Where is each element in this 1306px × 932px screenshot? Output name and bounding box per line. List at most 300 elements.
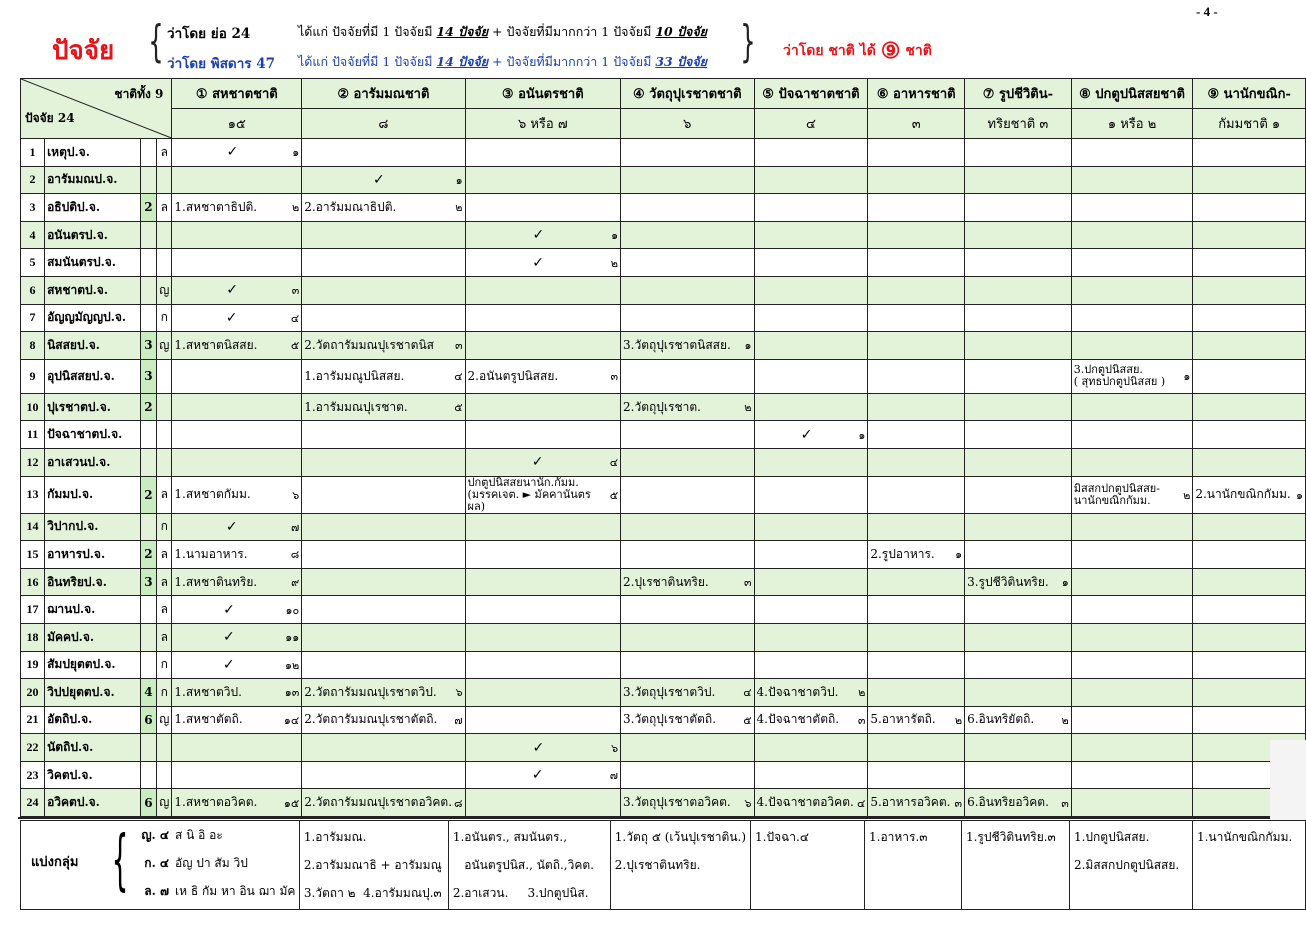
group-key: ก. ๔	[144, 856, 169, 870]
group-col-5	[865, 821, 962, 910]
cell-text-line1: 5.อาหารัตถิ.	[870, 712, 936, 727]
group-line: 1.นานักขณิกกัมม.	[1196, 830, 1293, 844]
group-tag: ญ	[157, 789, 172, 817]
group-tag	[157, 734, 172, 762]
column-header-8: ⑧ ปกตูปนิสสยชาติ	[1071, 79, 1193, 109]
jati-cell-7	[965, 568, 1072, 596]
jati-cell-9	[1193, 623, 1306, 651]
group-line: 1.รูปชีวิตินทริย.๓	[965, 830, 1056, 844]
jati-cell-4	[621, 221, 754, 249]
jati-cell-4	[621, 513, 754, 541]
header-row-names	[21, 79, 1306, 109]
jati-cell-5	[754, 623, 868, 651]
jati-cell-6	[868, 513, 965, 541]
group-line: 1.อาหาร.๓	[869, 830, 928, 844]
table-row	[21, 194, 1306, 222]
jati-cell-4	[621, 476, 754, 513]
jati-cell-3	[465, 304, 621, 332]
column-count-6: ๓	[868, 109, 965, 139]
group-line	[966, 851, 1065, 879]
cell-text	[468, 477, 608, 513]
group-members: อัญ ปา สัม วิป	[175, 856, 248, 870]
jati-cell-7	[965, 513, 1072, 541]
jati-cell-2	[302, 541, 465, 569]
jati-cell-9	[1193, 304, 1306, 332]
right-brace-icon: }	[740, 16, 756, 67]
paccaya-count	[140, 651, 157, 679]
paccaya-name: อินทริยป.จ.	[45, 568, 141, 596]
page-edge-shade	[1270, 740, 1306, 820]
jati-cell-5	[754, 679, 868, 707]
group-col-8	[1192, 821, 1305, 910]
cell-text	[174, 573, 257, 592]
cell-text-line1: 1.สหชาตัตถิ.	[174, 712, 243, 727]
cell-text	[623, 336, 731, 355]
jati-cell-2	[302, 734, 465, 762]
jati-cell-7	[965, 194, 1072, 222]
jati-cell-3	[465, 706, 621, 734]
jati-cell-3	[465, 541, 621, 569]
cell-text	[757, 793, 854, 812]
jati-cell-1	[172, 568, 302, 596]
group-line	[966, 879, 1065, 907]
jati-cell-3	[465, 194, 621, 222]
jati-cell-7	[965, 221, 1072, 249]
cell-text-line1: 6.อินทริยัตถิ.	[967, 712, 1035, 727]
jati-cell-9	[1193, 706, 1306, 734]
check-icon: ✓	[222, 656, 235, 673]
row-number: 8	[21, 332, 45, 360]
cell-text-line1: 2.รูปอาหาร.	[870, 546, 935, 561]
column-header-1: ① สหชาตชาติ	[172, 79, 302, 109]
paccaya-count	[140, 304, 157, 332]
jati-cell-3	[465, 476, 621, 513]
jati-cell-9	[1193, 448, 1306, 476]
page-number: - 4 -	[1196, 4, 1218, 19]
jati-cell-7	[965, 679, 1072, 707]
cell-text-line1: ปกตูปนิสสยนานัก.กัมม.	[467, 476, 579, 489]
jati-cell-2	[302, 476, 465, 513]
paccaya-name: ปุเรชาตป.จ.	[45, 393, 141, 421]
column-header-2: ② อารัมมณชาติ	[302, 79, 465, 109]
jati-cell-1	[172, 332, 302, 360]
jati-cell-5	[754, 304, 868, 332]
jati-cell-1	[172, 761, 302, 789]
jati-cell-5	[754, 166, 868, 194]
cell-text-line1: 1.สหชาตกัมม.	[174, 487, 251, 502]
cell-text	[304, 198, 396, 217]
table-row	[21, 276, 1306, 304]
table-row	[21, 249, 1306, 277]
jati-cell-1	[172, 541, 302, 569]
jati-cell-4	[621, 276, 754, 304]
group-tag	[157, 249, 172, 277]
check-icon: ✓	[223, 601, 235, 618]
row-number: 24	[21, 789, 45, 817]
jati-cell-3	[465, 679, 621, 707]
jati-cell-3	[465, 596, 621, 624]
cell-text	[468, 367, 559, 386]
cell-number: ๑	[1183, 370, 1191, 384]
cell-text-line1: 5.อาหารอวิคต.	[870, 795, 951, 810]
cell-text	[1074, 364, 1165, 388]
group-line	[615, 879, 746, 907]
cell-text-line1: 2.อารัมมณาธิปติ.	[304, 199, 397, 214]
paccaya-name: มัคคป.จ.	[45, 623, 141, 651]
jati-cell-1	[172, 706, 302, 734]
paccaya-count: 6	[140, 706, 157, 734]
cell-number: ๘	[454, 796, 463, 810]
table-row	[21, 789, 1306, 817]
jati-cell-4	[621, 332, 754, 360]
paccaya-name: สัมปยุตตป.จ.	[45, 651, 141, 679]
group-tag: ล	[157, 194, 172, 222]
cell-number: ๒	[744, 401, 752, 415]
row-number: 7	[21, 304, 45, 332]
jati-cell-8	[1071, 706, 1193, 734]
jati-cell-6	[868, 706, 965, 734]
jati-cell-2	[302, 393, 465, 421]
row-number: 9	[21, 359, 45, 393]
cell-text-line1: 3.ปกตูปนิสสย.	[1073, 363, 1143, 377]
jati-cell-5	[754, 139, 868, 167]
jati-cell-4	[621, 789, 754, 817]
jati-cell-8	[1071, 679, 1193, 707]
jati-cell-9	[1193, 393, 1306, 421]
row-number: 3	[21, 194, 45, 222]
jati-cell-9	[1193, 332, 1306, 360]
jati-cell-1	[172, 304, 302, 332]
left-brace-icon: {	[148, 16, 164, 67]
paccaya-count	[140, 221, 157, 249]
cell-text-line1: 3.วัตถุปุเรชาตวิป.	[623, 684, 716, 699]
jati-cell-6	[868, 448, 965, 476]
cell-number: ๑	[744, 339, 752, 353]
jati-cell-2	[302, 568, 465, 596]
cell-text	[304, 793, 452, 812]
paccaya-name: อธิปติป.จ.	[45, 194, 141, 222]
column-count-5: ๔	[754, 109, 868, 139]
corner-cell	[21, 79, 172, 139]
cell-text	[1195, 485, 1290, 504]
column-header-5: ⑤ ปัจฉาชาตชาติ	[754, 79, 868, 109]
cell-text	[174, 683, 242, 702]
group-item	[133, 849, 295, 877]
jati-cell-4	[621, 166, 754, 194]
jati-cell-8	[1071, 194, 1193, 222]
jati-cell-5	[754, 421, 868, 449]
group-col-7	[1069, 821, 1192, 910]
paccaya-name: ปัจฉาชาตป.จ.	[45, 421, 141, 449]
jati-cell-8	[1071, 421, 1193, 449]
jati-cell-5	[754, 651, 868, 679]
jati-cell-4	[621, 761, 754, 789]
cell-text-line1: 4.ปัจฉาชาตวิป.	[756, 684, 839, 699]
jati-cell-6	[868, 221, 965, 249]
group-line	[755, 851, 860, 879]
paccaya-count: 2	[140, 393, 157, 421]
row-number: 20	[21, 679, 45, 707]
cell-number: ๑๐	[285, 603, 300, 617]
jati-cell-3	[465, 734, 621, 762]
paccaya-name: อาเสวนป.จ.	[45, 448, 141, 476]
cell-text	[304, 367, 404, 386]
table-row	[21, 679, 1306, 707]
jati-cell-9	[1193, 249, 1306, 277]
jati-cell-9	[1193, 568, 1306, 596]
paccaya-name: วิคตป.จ.	[45, 761, 141, 789]
jati-cell-5	[754, 276, 868, 304]
check-icon: ✓	[800, 426, 813, 443]
paccaya-name: อวิคตป.จ.	[45, 789, 141, 817]
check-icon: ✓	[532, 739, 545, 756]
cell-text-line1: 4.ปัจฉาชาตอวิคต.	[756, 795, 854, 810]
groups-table	[20, 820, 1306, 910]
paccaya-count	[140, 513, 157, 541]
group-line	[755, 879, 860, 907]
paccaya-name: อารัมมณป.จ.	[45, 166, 141, 194]
jati-cell-1	[172, 166, 302, 194]
jati-cell-3	[465, 623, 621, 651]
cell-text-line1: 1.นามอาหาร.	[174, 546, 248, 561]
jati-cell-2	[302, 139, 465, 167]
row-number: 12	[21, 448, 45, 476]
corner-bottom-label: ปัจจัย 24	[25, 111, 75, 125]
jati-cell-7	[965, 276, 1072, 304]
cell-number: ๑๕	[283, 796, 300, 810]
group-line	[1074, 879, 1188, 907]
cell-text-line2: (มรรคเจต. ► มัคคานันตรผล)	[467, 487, 591, 513]
jati-cell-2	[302, 448, 465, 476]
jati-cell-4	[621, 596, 754, 624]
jati-cell-5	[754, 393, 868, 421]
jati-cell-6	[868, 421, 965, 449]
jati-cell-6	[868, 651, 965, 679]
column-header-4: ④ วัตถุปุเรชาตชาติ	[621, 79, 754, 109]
groups-label: แบ่งกลุ่ม	[31, 855, 79, 870]
cell-number: ๑	[292, 146, 300, 160]
jati-cell-2	[302, 359, 465, 393]
table-row	[21, 166, 1306, 194]
column-header-9: ⑨ นานักขณิก-	[1193, 79, 1306, 109]
cell-text-line1: 3.วัตถุปุเรชาตัตถิ.	[623, 712, 717, 727]
row-number: 4	[21, 221, 45, 249]
group-tag	[157, 393, 172, 421]
paccaya-name: สหชาตป.จ.	[45, 276, 141, 304]
paccaya-count	[140, 761, 157, 789]
jati-cell-6	[868, 332, 965, 360]
jati-cell-2	[302, 789, 465, 817]
summary-short-desc: ได้แก่ ปัจจัยที่มี 1 ปัจจัยมี 14 ปัจจัย + ปัจจัยที่มีมากกว่า 1 ปัจจัยมี 10 ปัจจัย	[298, 24, 707, 39]
jati-cell-7	[965, 541, 1072, 569]
cell-text	[304, 398, 407, 417]
jati-cell-7	[965, 651, 1072, 679]
group-tag: ก	[157, 304, 172, 332]
jati-cell-5	[754, 789, 868, 817]
column-header-3: ③ อนันตรชาติ	[465, 79, 621, 109]
jati-cell-4	[621, 448, 754, 476]
jati-cell-1	[172, 249, 302, 277]
cell-text	[870, 710, 935, 729]
jati-cell-9	[1193, 679, 1306, 707]
jati-cell-8	[1071, 139, 1193, 167]
check-icon: ✓	[226, 282, 238, 299]
cell-text	[174, 336, 257, 355]
cell-number: ๗	[454, 713, 463, 727]
jati-cell-3	[465, 332, 621, 360]
cell-text	[623, 710, 716, 729]
group-tag: ล	[157, 476, 172, 513]
jati-cell-8	[1071, 734, 1193, 762]
jati-cell-3	[465, 568, 621, 596]
paccaya-count	[140, 139, 157, 167]
jati-cell-3	[465, 513, 621, 541]
jati-cell-2	[302, 332, 465, 360]
table-row	[21, 332, 1306, 360]
group-members: ส นิ อิ อะ	[175, 828, 223, 842]
cell-text	[174, 485, 250, 504]
cell-number: ๑	[1061, 576, 1069, 590]
jati-cell-7	[965, 393, 1072, 421]
cell-text-line1: 2.อนันตรูปนิสสย.	[467, 368, 559, 383]
jati-cell-7	[965, 623, 1072, 651]
cell-number: ๑	[611, 229, 619, 243]
jati-cell-8	[1071, 221, 1193, 249]
jati-cell-7	[965, 249, 1072, 277]
group-tag	[157, 421, 172, 449]
row-number: 13	[21, 476, 45, 513]
group-item	[133, 821, 295, 849]
jati-cell-3	[465, 761, 621, 789]
jati-cell-3	[465, 276, 621, 304]
jati-cell-2	[302, 304, 465, 332]
cell-number: ๒	[1183, 488, 1191, 502]
group-line: 1.วัตถุ ๕ (เว้นปุเรชาติน.)	[614, 830, 747, 844]
jati-cell-8	[1071, 513, 1193, 541]
cell-text	[870, 793, 950, 812]
jati-cell-3	[465, 221, 621, 249]
jati-cell-1	[172, 194, 302, 222]
table-row	[21, 596, 1306, 624]
cell-number: ๒	[858, 686, 866, 700]
cell-number: ๑๑	[285, 631, 300, 645]
paccaya-count	[140, 276, 157, 304]
paccaya-jati-table	[20, 78, 1306, 817]
row-number: 5	[21, 249, 45, 277]
check-icon: ✓	[225, 309, 238, 326]
cell-text-line2: ( สุทธปกตูปนิสสย )	[1073, 375, 1166, 389]
jati-cell-5	[754, 332, 868, 360]
cell-number: ๙	[291, 576, 300, 590]
group-line	[1197, 879, 1301, 907]
jati-cell-2	[302, 651, 465, 679]
jati-cell-8	[1071, 276, 1193, 304]
jati-cell-1	[172, 421, 302, 449]
check-icon: ✓	[222, 629, 235, 646]
jati-cell-3	[465, 393, 621, 421]
cell-text	[757, 710, 840, 729]
cell-text	[304, 710, 437, 729]
jati-cell-1	[172, 276, 302, 304]
row-number: 14	[21, 513, 45, 541]
jati-cell-5	[754, 448, 868, 476]
cell-text-line1: 3.รูปชีวิตินทริย.	[967, 574, 1049, 589]
jati-cell-9	[1193, 194, 1306, 222]
jati-cell-4	[621, 623, 754, 651]
group-col-6	[961, 821, 1069, 910]
row-number: 6	[21, 276, 45, 304]
jati-cell-7	[965, 332, 1072, 360]
paccaya-count	[140, 734, 157, 762]
group-line	[869, 851, 957, 879]
cell-number: ๖	[744, 796, 752, 810]
jati-cell-6	[868, 541, 965, 569]
cell-number: ๔	[609, 456, 619, 470]
jati-cell-8	[1071, 359, 1193, 393]
cell-number: ๖	[292, 488, 300, 502]
jati-cell-5	[754, 249, 868, 277]
jati-cell-6	[868, 249, 965, 277]
group-tag: ญ	[157, 332, 172, 360]
jati-cell-5	[754, 541, 868, 569]
group-line: 1.อารัมมณ.	[303, 830, 367, 844]
paccaya-name: นิสสยป.จ.	[45, 332, 141, 360]
header-row-counts	[21, 109, 1306, 139]
page-title: ปัจจัย	[52, 36, 115, 66]
paccaya-name: อุปนิสสยป.จ.	[45, 359, 141, 393]
jati-cell-8	[1071, 541, 1193, 569]
paccaya-name: กัมมป.จ.	[45, 476, 141, 513]
group-tag: ล	[157, 568, 172, 596]
table-row	[21, 421, 1306, 449]
paccaya-count	[140, 249, 157, 277]
jati-cell-2	[302, 596, 465, 624]
group-line: 2.อาเสวน. 3.ปกตูปนิส.	[452, 886, 589, 900]
group-brace-icon: {	[111, 821, 129, 898]
jati-cell-6	[868, 734, 965, 762]
cell-number: ๕	[454, 401, 463, 415]
cell-text-line1: 2.นานักขณิกกัมม.	[1195, 487, 1291, 502]
cell-text-line1: 2.วัตถารัมมณปุเรชาตัตถิ.	[304, 712, 438, 727]
check-icon: ✓	[225, 518, 238, 535]
cell-text	[174, 545, 247, 564]
cell-text-line1: 1.อารัมมณูปนิสสย.	[304, 368, 405, 383]
jati-cell-1	[172, 513, 302, 541]
cell-text-line1: 1.สหชาตาธิปติ.	[174, 199, 258, 214]
jati-cell-1	[172, 221, 302, 249]
jati-cell-8	[1071, 476, 1193, 513]
group-key: ญ. ๔	[141, 828, 169, 842]
cell-number: ๖	[611, 741, 619, 755]
jati-cell-5	[754, 359, 868, 393]
jati-cell-9	[1193, 596, 1306, 624]
jati-cell-5	[754, 596, 868, 624]
group-col-1	[299, 821, 448, 910]
group-members: เห ธิ กัม หา อิน ฌา มัค	[175, 884, 296, 898]
check-icon: ✓	[373, 171, 385, 188]
jati-cell-6	[868, 679, 965, 707]
cell-number: ๓	[291, 284, 300, 298]
jati-cell-5	[754, 194, 868, 222]
cell-number: ๔	[290, 311, 300, 325]
jati-cell-6	[868, 596, 965, 624]
jati-cell-1	[172, 596, 302, 624]
cell-text	[304, 683, 436, 702]
jati-cell-9	[1193, 276, 1306, 304]
jati-cell-7	[965, 166, 1072, 194]
group-line: 2.มิสสกปกตูปนิสสย.	[1073, 858, 1180, 872]
jati-cell-8	[1071, 761, 1193, 789]
